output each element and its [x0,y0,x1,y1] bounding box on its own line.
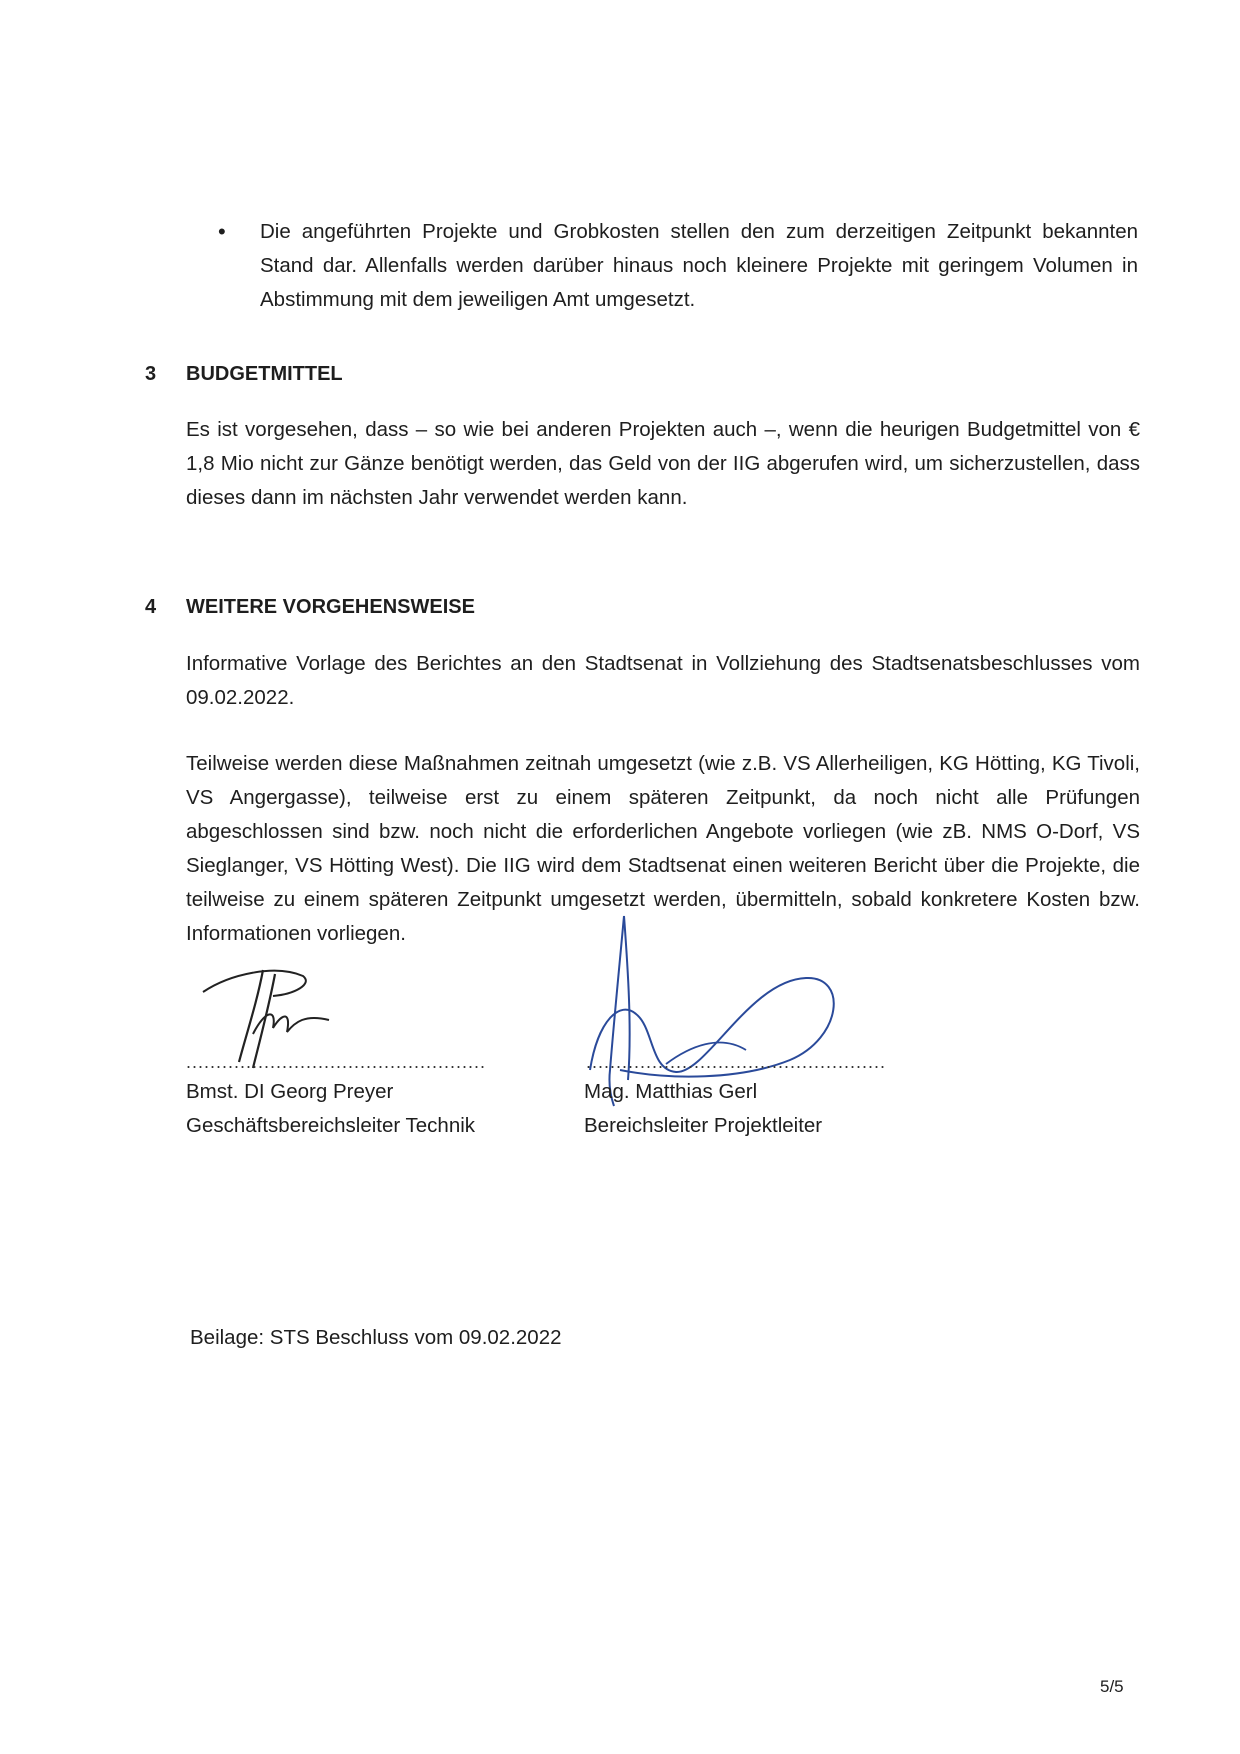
signatory-left-name: Bmst. DI Georg Preyer [186,1080,394,1103]
bullet-icon: • [218,219,226,244]
signatory-right-role: Bereichsleiter Projektleiter [584,1114,823,1137]
section4-paragraph-2: Teilweise werden diese Maßnahmen zeitnah umgesetzt (wie z.B. VS Allerheiligen, KG Hötting, KG Tivoli, VS Angergasse), teilweise erst zu einem späteren Zeitpunkt, da noch nicht alle Prüfungen abgeschlossen sind bzw. noch nicht die erforderlichen Angebote vorliegen (wie zB. NMS O-Dorf, VS Sieglanger, VS Hötting West). Die IIG wird dem Stadtsenat einen weiteren Bericht über die Projekte, die teilweise zu einem späteren Zeitpunkt umgesetzt werden, übermitteln, sobald konkretere Kosten bzw. Informationen vorliegen. [186,752,1140,945]
section4-paragraph-1: Informative Vorlage des Berichtes an den Stadtsenat in Vollziehung des Stadtsenatsbeschlusses vom 09.02.2022. [186,652,1140,709]
bullet-text: Die angeführten Projekte und Grobkosten stellen den zum derzeitigen Zeitpunkt bekannten Stand dar. Allenfalls werden darüber hinaus noch kleinere Projekte mit geringem Volumen in Abstimmung mit dem jeweiligen Amt umgesetzt. [260,220,1138,311]
attachment-note: Beilage: STS Beschluss vom 09.02.2022 [190,1326,562,1349]
section-number: 4 [145,596,157,618]
signature-line-right: .................................................. [586,1052,887,1072]
signatory-left-role: Geschäftsbereichsleiter Technik [186,1114,476,1137]
section-title: BUDGETMITTEL [186,363,343,385]
section3-paragraph: Es ist vorgesehen, dass – so wie bei anderen Projekten auch –, wenn die heurigen Budgetmittel von € 1,8 Mio nicht zur Gänze benötigt werden, das Geld von der IIG abgerufen wird, um sicherzustellen, dass dieses dann im nächsten Jahr verwendet werden kann. [186,418,1140,509]
section-number: 3 [145,363,157,385]
page-number: 5/5 [1100,1677,1124,1696]
section-title: WEITERE VORGEHENSWEISE [186,596,475,618]
signatory-right-name: Mag. Matthias Gerl [584,1080,758,1103]
signature-line-left: .................................................. [186,1052,487,1072]
